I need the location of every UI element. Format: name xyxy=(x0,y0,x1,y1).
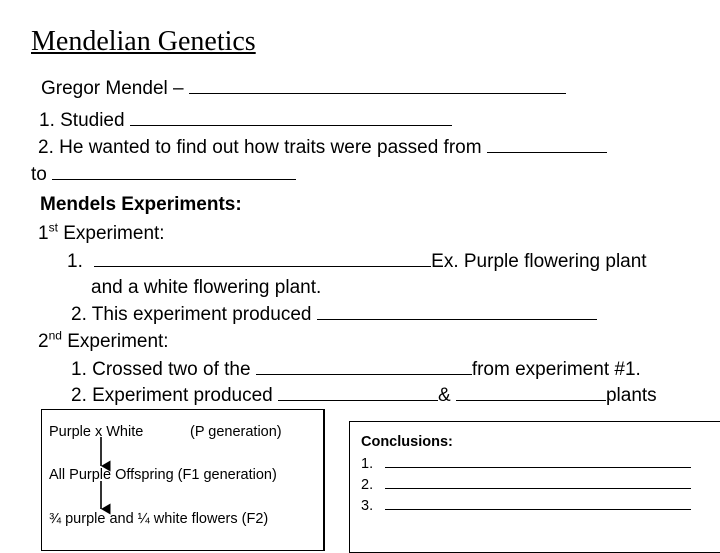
to-label: to xyxy=(31,164,47,185)
exp1-item1-cont: and a white flowering plant. xyxy=(91,277,322,298)
exp1-item1-tail: Ex. Purple flowering plant xyxy=(431,251,647,272)
conclusion-blank-2 xyxy=(385,476,691,489)
mendel-label: Gregor Mendel – xyxy=(41,78,184,99)
conclusion-blank-1 xyxy=(385,455,691,468)
conclusion-num-1: 1. xyxy=(361,456,374,472)
second-exp-suffix: Experiment: xyxy=(61,331,169,352)
exp1-item1-num: 1. xyxy=(67,251,83,272)
exp2-item2-amp: & xyxy=(438,385,451,406)
second-exp-number: 2 xyxy=(38,331,49,352)
exp2-item2-tail: plants xyxy=(605,385,657,406)
conclusions-box xyxy=(349,421,720,553)
first-exp-suffix: Experiment: xyxy=(57,223,165,244)
conclusion-line-3 xyxy=(361,494,691,518)
page-title: Mendelian Genetics xyxy=(31,26,256,57)
studied-label: 1. Studied xyxy=(39,110,125,131)
conclusion-blank-3 xyxy=(385,497,691,510)
wanted-label: 2. He wanted to find out how traits were passed from xyxy=(38,137,482,158)
p-generation-text: Purple x White xyxy=(49,424,144,440)
conclusion-num-3: 3. xyxy=(361,498,374,514)
experiments-heading: Mendels Experiments: xyxy=(40,194,242,215)
f1-generation-text: All Purple Offspring (F1 generation) xyxy=(49,467,277,483)
f2-generation-text: ¾ purple and ¼ white flowers (F2) xyxy=(49,511,269,527)
exp2-item2-label: 2. Experiment produced xyxy=(71,385,273,406)
first-exp-number: 1 xyxy=(38,223,49,244)
first-exp-sup: st xyxy=(48,220,58,235)
p-generation-label: (P generation) xyxy=(190,424,282,440)
exp2-item1-label: 1. Crossed two of the xyxy=(71,359,251,380)
exp1-item2-label: 2. This experiment produced xyxy=(71,304,312,325)
exp2-item1-tail: from experiment #1. xyxy=(471,359,641,380)
second-exp-sup: nd xyxy=(48,328,62,343)
conclusions-heading: Conclusions: xyxy=(361,434,453,450)
conclusion-num-2: 2. xyxy=(361,477,374,493)
